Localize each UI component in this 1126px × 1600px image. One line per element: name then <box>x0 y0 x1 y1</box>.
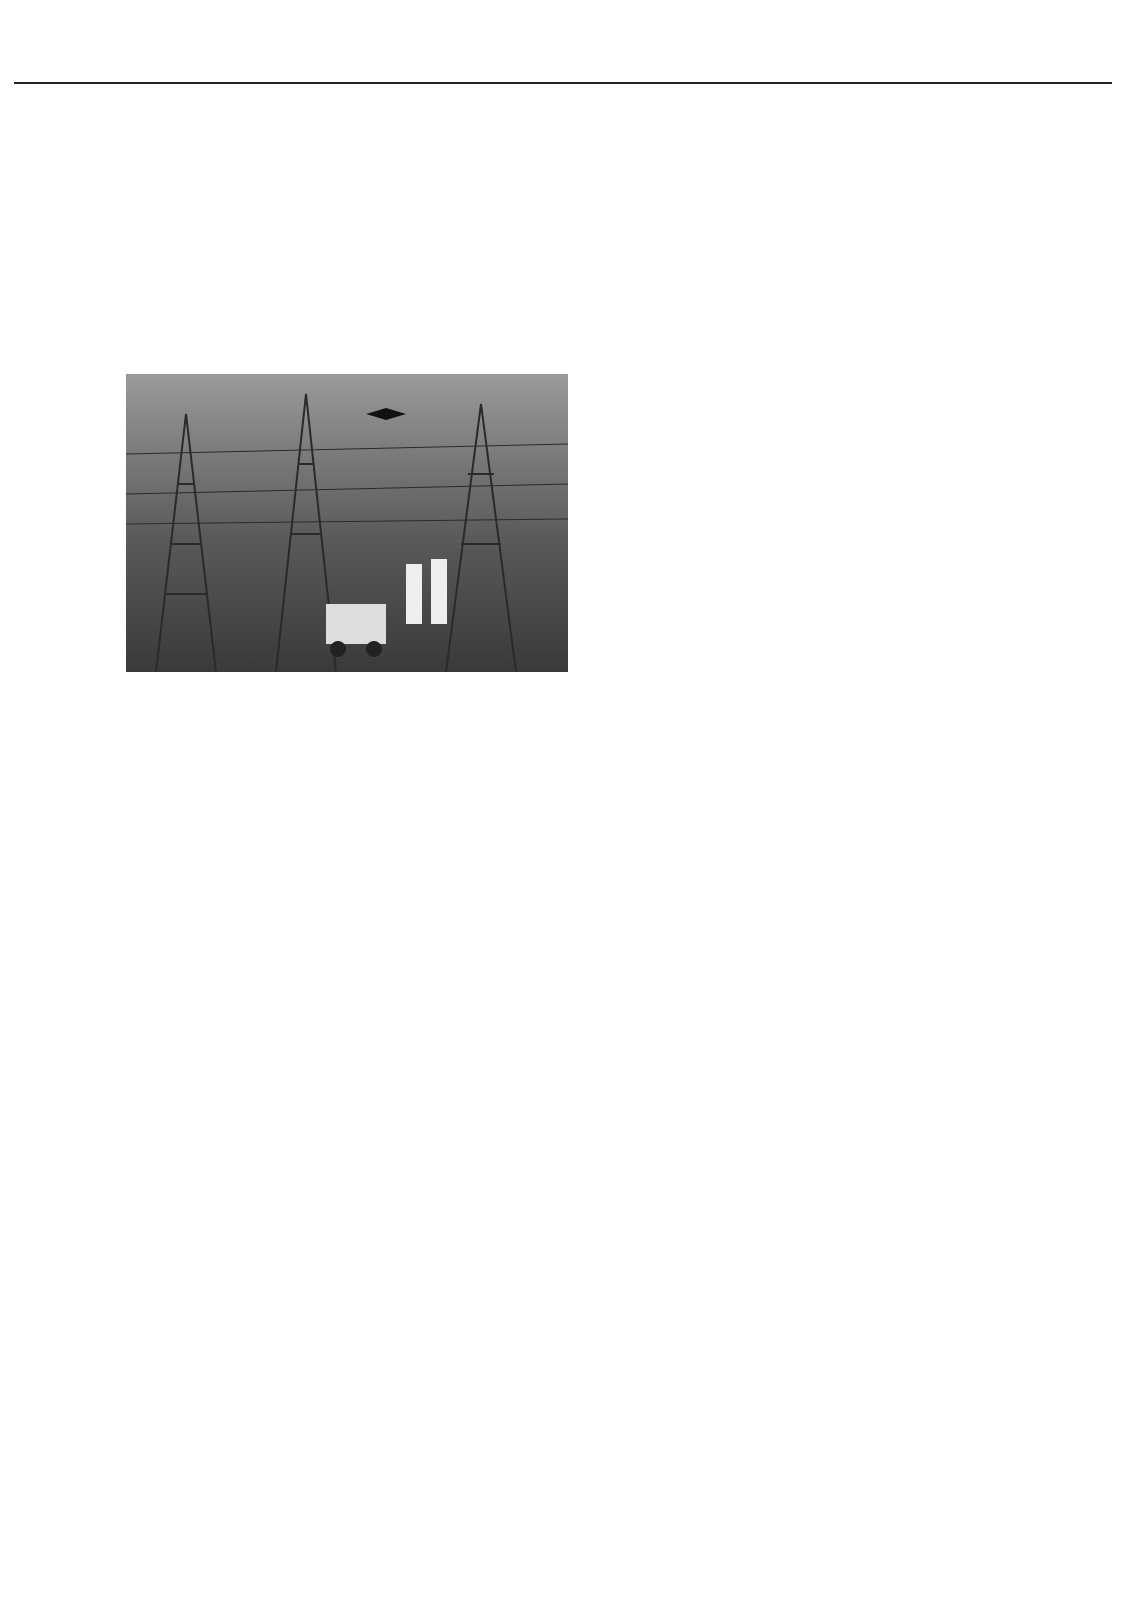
article-phosphate-ct <box>16 972 568 1300</box>
article-body <box>18 1052 566 1296</box>
substation-illustration <box>126 374 568 672</box>
vertical-byline <box>983 234 998 494</box>
article-lawyer-training <box>16 120 568 350</box>
header-rule <box>14 82 1112 84</box>
article-byline <box>16 1028 568 1042</box>
photo-caption <box>20 450 116 600</box>
article-shandong-tech <box>573 104 1113 592</box>
photo-substation <box>16 374 568 672</box>
article-body-main <box>573 104 1005 496</box>
article-body <box>18 216 566 350</box>
substation-photo <box>126 374 568 672</box>
article-body-tail <box>973 500 1113 592</box>
